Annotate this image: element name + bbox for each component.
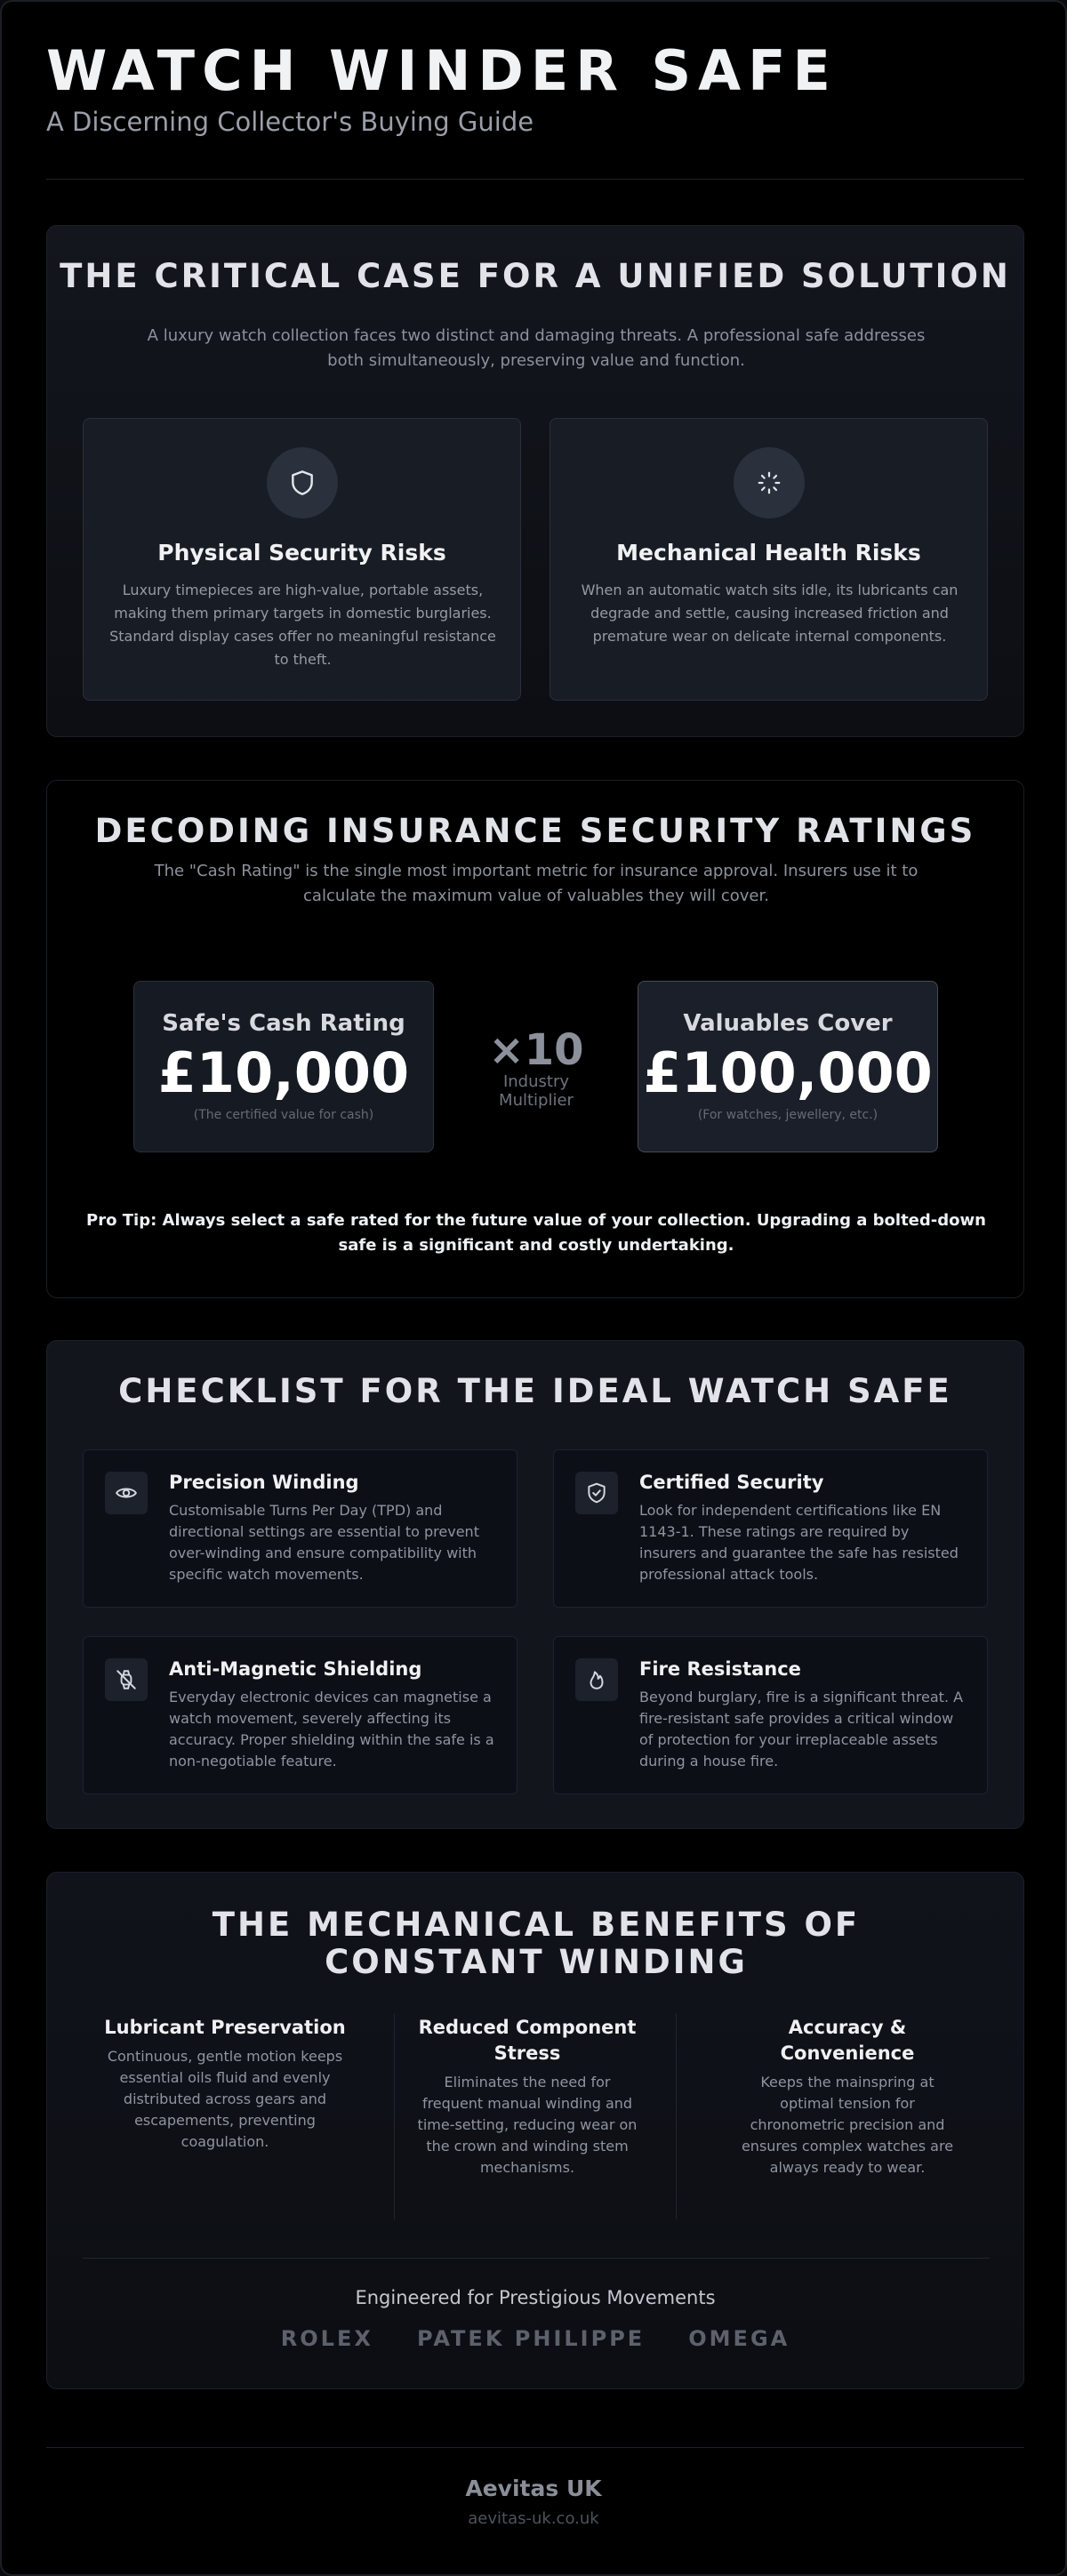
checklist-item-title: Fire Resistance bbox=[639, 1658, 801, 1680]
valuables-cover-value: £100,000 bbox=[643, 1040, 933, 1105]
multiplier bbox=[469, 1026, 603, 1110]
section-title: CHECKLIST FOR THE IDEAL WATCH SAFE bbox=[118, 1372, 952, 1410]
benefit-accuracy-convenience bbox=[718, 2015, 976, 2179]
card-title: Physical Security Risks bbox=[157, 540, 446, 566]
page-header bbox=[46, 38, 1024, 137]
brand-omega: OMEGA bbox=[688, 2326, 790, 2351]
header-divider bbox=[46, 179, 1024, 180]
shield-check-icon bbox=[575, 1472, 618, 1514]
unified-solution-section bbox=[46, 225, 1024, 737]
cash-rating-card bbox=[133, 981, 434, 1152]
valuables-cover-note: (For watches, jewellery, etc.) bbox=[697, 1108, 878, 1122]
valuables-cover-card bbox=[638, 981, 938, 1152]
insurance-ratings-section bbox=[46, 780, 1024, 1298]
engineered-label: Engineered for Prestigious Movements bbox=[355, 2287, 716, 2308]
shield-icon bbox=[267, 447, 338, 518]
brand-rolex: ROLEX bbox=[280, 2326, 373, 2351]
page-title: WATCH WINDER SAFE bbox=[46, 38, 838, 103]
multiplier-value: ×10 bbox=[488, 1025, 584, 1075]
pro-tip: Pro Tip: Always select a safe rated for the future value of your collection. Upgrading a bolted-down safe is a significant and costly undertaking. bbox=[86, 1211, 986, 1255]
checklist-item-text: Customisable Turns Per Day (TPD) and directional settings are essential to prevent over-winding and ensure compatibility with specific watch movements. bbox=[169, 1502, 479, 1583]
checklist-section bbox=[46, 1340, 1024, 1829]
footer-brand: Aevitas UK bbox=[465, 2476, 602, 2501]
brand-list bbox=[47, 2326, 1023, 2351]
cash-rating-label: Safe's Cash Rating bbox=[162, 1010, 405, 1037]
checklist-item-title: Precision Winding bbox=[169, 1472, 359, 1493]
eye-icon bbox=[105, 1472, 148, 1514]
section-title: DECODING INSURANCE SECURITY RATINGS bbox=[94, 812, 976, 850]
brand-patek-philippe: PATEK PHILIPPE bbox=[416, 2326, 646, 2351]
section-title: THE MECHANICAL BENEFITS OF CONSTANT WINDING bbox=[212, 1906, 861, 1981]
page-subtitle: A Discerning Collector's Buying Guide bbox=[46, 107, 534, 137]
checklist-item-text: Look for independent certifications like EN 1143-1. These ratings are required by insurers and guarantee the safe has resisted professional attack tools. bbox=[639, 1502, 959, 1583]
benefit-text: Eliminates the need for frequent manual winding and time-setting, reducing wear on the crown and winding stem mechanisms. bbox=[417, 2074, 638, 2176]
benefit-title: Lubricant Preservation bbox=[104, 2017, 346, 2038]
footer-divider bbox=[46, 2447, 1024, 2448]
benefit-reduced-stress bbox=[412, 2015, 643, 2179]
checklist-item-text: Everyday electronic devices can magnetise a watch movement, severely affecting its accuracy. Proper shielding within the safe is a non-negotiable feature. bbox=[169, 1689, 494, 1769]
benefit-text: Continuous, gentle motion keeps essential oils fluid and evenly distributed across gears and escapements, preventing coagulation. bbox=[107, 2048, 343, 2150]
checklist-item-title: Anti-Magnetic Shielding bbox=[169, 1658, 422, 1680]
benefit-title: Reduced Component Stress bbox=[418, 2017, 637, 2064]
mechanical-health-card bbox=[550, 418, 988, 701]
valuables-cover-label: Valuables Cover bbox=[683, 1010, 893, 1037]
checklist-item-certified-security bbox=[553, 1449, 988, 1608]
checklist-item-text: Beyond burglary, fire is a significant threat. A fire-resistant safe provides a critical window of protection for your irreplaceable assets during a house fire. bbox=[639, 1689, 964, 1769]
checklist-item-fire-resistance bbox=[553, 1636, 988, 1794]
sparkle-loader-icon bbox=[734, 447, 805, 518]
watch-off-icon bbox=[105, 1658, 148, 1701]
cash-rating-note: (The certified value for cash) bbox=[193, 1108, 374, 1122]
section-divider bbox=[83, 2258, 990, 2259]
section-description: A luxury watch collection faces two distinct and damaging threats. A professional safe addresses both simultaneously, preserving value and function. bbox=[147, 326, 926, 370]
winding-benefits-section bbox=[46, 1872, 1024, 2389]
multiplier-label: Industry Multiplier bbox=[499, 1072, 574, 1110]
checklist-item-title: Certified Security bbox=[639, 1472, 824, 1493]
card-text: Luxury timepieces are high-value, portable assets, making them primary targets in domestic burglaries. Standard display cases offer no meaningful resistance to theft. bbox=[109, 582, 496, 668]
benefit-text: Keeps the mainspring at optimal tension for chronometric precision and ensures complex watches are always ready to wear. bbox=[741, 2074, 954, 2176]
benefit-title: Accuracy & Convenience bbox=[780, 2017, 915, 2064]
checklist-item-anti-magnetic bbox=[83, 1636, 517, 1794]
section-description: The "Cash Rating" is the single most important metric for insurance approval. Insurers use it to calculate the maximum value of valuables they will cover. bbox=[154, 862, 919, 905]
section-title: THE CRITICAL CASE FOR A UNIFIED SOLUTION bbox=[60, 257, 1011, 295]
physical-security-card bbox=[83, 418, 521, 701]
card-text: When an automatic watch sits idle, its lubricants can degrade and settle, causing increased friction and premature wear on delicate internal components. bbox=[581, 582, 959, 645]
cash-rating-value: £10,000 bbox=[157, 1040, 410, 1105]
checklist-item-precision-winding bbox=[83, 1449, 517, 1608]
footer-url[interactable]: aevitas-uk.co.uk bbox=[468, 2509, 599, 2528]
benefit-lubricant-preservation bbox=[92, 2015, 358, 2153]
benefit-divider bbox=[676, 2013, 677, 2219]
card-title: Mechanical Health Risks bbox=[616, 540, 921, 566]
flame-icon bbox=[575, 1658, 618, 1701]
benefit-divider bbox=[394, 2013, 395, 2219]
